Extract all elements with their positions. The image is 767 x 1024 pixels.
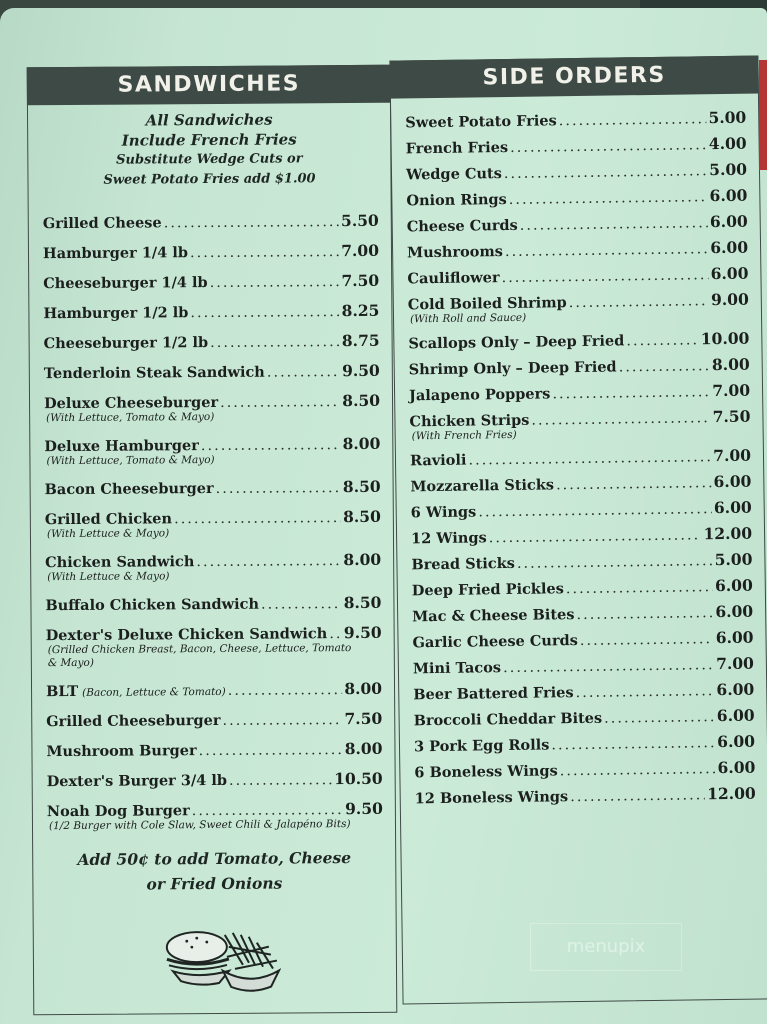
menu-item-row [415, 784, 756, 808]
side-order-item [407, 238, 748, 262]
menu-item-row [47, 769, 383, 790]
side-order-item [415, 784, 756, 808]
side-orders-panel [389, 55, 767, 1004]
item-name: Onion Rings [406, 190, 507, 210]
menu-item-row [44, 391, 380, 412]
item-price: 6.00 [714, 575, 753, 596]
item-price: 6.00 [713, 471, 752, 492]
dot-leader [501, 267, 708, 286]
menu-item-row [412, 576, 753, 600]
item-price: 7.50 [341, 270, 380, 291]
item-name: 12 Wings [410, 529, 487, 548]
side-order-item [414, 758, 755, 782]
dot-leader [228, 682, 343, 699]
sandwich-item [43, 271, 379, 292]
item-name: Bacon Cheeseburger [44, 479, 214, 499]
side-order-item [410, 472, 751, 496]
watermark: menupix [530, 923, 682, 971]
item-name: Noah Dog Burger [46, 802, 190, 821]
item-name: Cold Boiled Shrimp [407, 294, 567, 314]
dot-leader [619, 358, 711, 375]
item-price: 8.00 [343, 549, 382, 570]
menu-item-row [45, 477, 381, 498]
item-name: Sweet Potato Fries [405, 112, 557, 132]
item-price: 6.00 [710, 237, 749, 258]
menu-item-row [43, 271, 379, 292]
item-name: Grilled Cheeseburger [46, 711, 221, 731]
item-price: 6.00 [717, 731, 756, 752]
dot-leader [520, 215, 708, 234]
item-name: Mushroom Burger [46, 742, 197, 761]
menu-item-row [411, 550, 752, 574]
item-price: 8.00 [342, 433, 381, 454]
item-name: Cheese Curds [406, 216, 518, 236]
dot-leader [468, 449, 711, 468]
item-price: 7.00 [715, 653, 755, 674]
item-price: 12.00 [703, 523, 753, 544]
menu-item-row [414, 706, 755, 730]
add-ons-note [33, 845, 395, 898]
item-price: 9.00 [710, 289, 749, 310]
item-price: 5.00 [708, 107, 747, 128]
dot-leader [517, 553, 713, 572]
item-price: 7.50 [712, 406, 751, 427]
dot-leader [229, 772, 332, 789]
side-order-item [407, 264, 748, 288]
item-note: (With Lettuce & Mayo) [46, 527, 170, 541]
item-price: 7.00 [713, 445, 752, 466]
item-price: 6.00 [716, 679, 755, 700]
menu-item-row [44, 331, 380, 352]
dot-leader [510, 137, 707, 156]
side-orders-list [391, 107, 767, 807]
item-name: Garlic Cheese Curds [412, 632, 578, 652]
item-name: Broccoli Cheddar Bites [413, 709, 603, 730]
menu-item-row [407, 238, 748, 262]
dot-leader [551, 735, 715, 753]
item-price: 8.25 [341, 300, 380, 321]
item-price: 6.00 [717, 757, 756, 778]
sandwich-item [45, 550, 381, 584]
sandwich-item [46, 623, 382, 670]
item-price: 6.00 [709, 185, 748, 206]
item-name: Cheeseburger 1/2 lb [43, 334, 209, 353]
menu-item-row [43, 241, 379, 262]
dot-leader [190, 244, 339, 261]
menu-item-row [411, 524, 752, 548]
menu-item-row [46, 623, 382, 644]
menu-item-row [45, 550, 381, 571]
dot-leader [267, 364, 340, 381]
side-order-item [411, 498, 752, 522]
item-note: (1/2 Burger with Cole Slaw, Sweet Chili & Jalapéno Bits) [48, 818, 351, 833]
intro-line: Include French Fries [121, 130, 297, 150]
item-name: Bread Sticks [411, 554, 516, 574]
menu-item-row [413, 654, 754, 678]
menu-item-row [43, 301, 379, 322]
sandwich-item [45, 507, 381, 541]
dot-leader [190, 304, 339, 321]
item-price: 12.00 [707, 783, 756, 804]
item-name: 6 Boneless Wings [414, 762, 558, 782]
menu-item-row [45, 593, 381, 614]
sandwich-item [43, 301, 379, 322]
item-name: Shrimp Only – Deep Fried [408, 358, 617, 379]
dot-leader [626, 332, 699, 349]
side-order-item [406, 186, 747, 210]
side-order-item [406, 134, 747, 158]
intro-line: All Sandwiches [145, 110, 273, 130]
menu-item-row [44, 361, 380, 382]
menu-item-row [412, 602, 753, 626]
dot-leader [192, 802, 344, 819]
sandwich-item [45, 593, 381, 614]
item-name: Cauliflower [407, 269, 500, 288]
item-price: 6.00 [715, 601, 754, 622]
menu-item-row [413, 680, 754, 704]
item-price: 9.50 [343, 622, 382, 643]
item-price: 8.50 [342, 390, 381, 411]
item-note: (With Roll and Sauce) [409, 311, 527, 326]
item-price: 7.00 [341, 240, 380, 261]
side-order-item [414, 732, 755, 756]
menu-item-row [46, 709, 382, 730]
side-order-item [409, 381, 750, 405]
side-order-item [413, 680, 754, 704]
dot-leader [569, 293, 710, 311]
menu-item-row [411, 498, 752, 522]
item-price: 8.75 [341, 330, 380, 351]
dot-leader [509, 189, 708, 208]
menu-item-row [410, 472, 751, 496]
item-name: Grilled Chicken [44, 510, 173, 529]
item-price: 6.00 [709, 211, 748, 232]
side-order-item [412, 602, 753, 626]
add-ons-line: Add 50¢ to add Tomato, Cheese [77, 848, 352, 869]
item-price: 8.50 [343, 592, 382, 613]
item-name: Chicken Sandwich [45, 553, 195, 572]
item-price: 5.00 [709, 159, 748, 180]
item-price: 8.00 [344, 738, 383, 759]
item-name: Mozzarella Sticks [410, 476, 555, 496]
dot-leader [174, 510, 341, 527]
item-note: (With Lettuce, Tomato & Mayo) [46, 410, 215, 425]
item-name: Dexter's Deluxe Chicken Sandwich [45, 625, 328, 645]
dot-leader [604, 709, 715, 727]
item-note: (With French Fries) [411, 428, 517, 443]
item-name: Hamburger 1/4 lb [42, 244, 189, 263]
dot-leader [566, 579, 713, 597]
item-price: 5.00 [714, 549, 753, 570]
item-price: 6.00 [713, 497, 752, 518]
dot-leader [216, 480, 341, 497]
dot-leader [505, 241, 709, 260]
dot-leader [196, 553, 341, 570]
item-name: Mac & Cheese Bites [412, 606, 575, 626]
item-name: Beer Battered Fries [413, 684, 574, 704]
item-note: (With Lettuce & Mayo) [47, 570, 170, 584]
dot-leader [210, 334, 340, 351]
sandwich-item [46, 739, 382, 760]
menu-item-row [46, 679, 382, 700]
dot-leader [220, 394, 340, 411]
side-order-item [407, 212, 748, 236]
side-order-item [413, 654, 754, 678]
item-name: Deluxe Hamburger [44, 437, 199, 456]
item-name: 3 Pork Egg Rolls [413, 736, 550, 756]
sandwiches-header: SANDWICHES [27, 65, 391, 106]
menu-item-row [414, 758, 755, 782]
item-name: Tenderloin Steak Sandwich [43, 363, 265, 383]
side-order-item [409, 355, 750, 379]
item-name: BLT [45, 682, 79, 701]
dot-leader [489, 527, 702, 546]
side-order-item [406, 160, 747, 184]
background-edge [759, 60, 767, 170]
item-name: Grilled Cheese [42, 214, 162, 233]
item-name: Deluxe Cheeseburger [43, 393, 219, 413]
menu-item-row [412, 628, 753, 652]
sandwich-item [43, 211, 379, 232]
dot-leader [199, 742, 343, 759]
menu-item-row [407, 212, 748, 236]
dot-leader [504, 163, 708, 182]
sandwich-item [44, 361, 380, 382]
menu-item-row [408, 329, 749, 353]
item-price: 10.50 [334, 768, 383, 789]
sandwich-item [47, 799, 383, 833]
side-order-item [408, 329, 749, 353]
item-name: French Fries [405, 138, 509, 158]
dot-leader [560, 761, 716, 779]
dot-leader [164, 214, 339, 231]
menu-item-row [409, 355, 750, 379]
item-name: Hamburger 1/2 lb [43, 304, 189, 323]
side-order-item [410, 446, 751, 470]
item-price: 10.00 [700, 328, 750, 349]
sandwich-item [47, 769, 383, 790]
item-note: (With Lettuce, Tomato & Mayo) [46, 453, 215, 468]
item-name: Chicken Strips [409, 411, 530, 431]
item-note: (Grilled Chicken Breast, Bacon, Cheese, Lettuce, Tomato & Mayo) [47, 642, 352, 670]
side-order-item [412, 576, 753, 600]
sandwiches-intro [28, 109, 391, 192]
item-name: Mini Tacos [412, 659, 502, 678]
sandwich-item [44, 391, 380, 425]
dot-leader [575, 683, 714, 701]
item-price: 9.50 [345, 798, 383, 819]
sandwich-item [43, 241, 379, 262]
sandwich-item [44, 331, 380, 352]
dot-leader [261, 596, 342, 613]
item-price: 8.00 [711, 354, 750, 375]
burger-and-fries-illustration [159, 925, 281, 996]
side-order-item [408, 290, 749, 327]
item-price: 8.50 [343, 506, 381, 527]
item-name: Scallops Only – Deep Fried [408, 332, 625, 353]
item-name: Cheeseburger 1/4 lb [43, 274, 208, 293]
item-price: 5.50 [340, 210, 379, 231]
item-name: Deep Fried Pickles [411, 580, 564, 600]
sandwich-item [46, 709, 382, 730]
side-orders-header: SIDE ORDERS [389, 55, 758, 98]
menu-item-row [406, 186, 747, 210]
menu-item-row [43, 211, 379, 232]
menu-item-row [409, 381, 750, 405]
item-price: 6.00 [716, 705, 755, 726]
sandwich-item [45, 477, 381, 498]
dot-leader [531, 410, 711, 429]
item-price: 7.50 [344, 708, 383, 729]
dot-leader [576, 605, 713, 623]
menu-item-row [47, 799, 383, 820]
item-name: 12 Boneless Wings [414, 788, 569, 808]
item-price: 6.00 [710, 263, 749, 284]
item-price: 7.00 [712, 380, 751, 401]
side-order-item [411, 524, 752, 548]
menu-item-row [406, 134, 747, 158]
sandwich-item [46, 679, 382, 700]
dot-leader [570, 787, 705, 805]
sandwich-list [29, 211, 395, 834]
dot-leader [478, 501, 712, 520]
menu-item-row [46, 739, 382, 760]
side-order-item [411, 550, 752, 574]
menu-item-row [406, 160, 747, 184]
item-name: 6 Wings [410, 503, 477, 522]
item-inline-note: (Bacon, Lettuce & Tomato) [82, 685, 226, 699]
dot-leader [552, 384, 710, 402]
menu-item-row [405, 108, 746, 132]
item-name: Wedge Cuts [405, 165, 502, 184]
menu-item-row [407, 264, 748, 288]
item-price: 8.50 [342, 476, 381, 497]
add-ons-line: or Fried Onions [146, 873, 283, 894]
item-price: 6.00 [715, 627, 754, 648]
dot-leader [210, 274, 340, 291]
dot-leader [201, 437, 341, 454]
item-price: 8.00 [344, 678, 383, 699]
item-name: Buffalo Chicken Sandwich [45, 595, 260, 615]
dot-leader [329, 626, 342, 642]
menu-item-row [45, 507, 381, 528]
sandwich-item [44, 434, 380, 468]
item-name: Jalapeno Poppers [408, 385, 551, 405]
item-price: 9.50 [341, 360, 380, 381]
menu-item-row [44, 434, 380, 455]
item-name: Mushrooms [406, 243, 504, 262]
item-price: 4.00 [708, 133, 747, 154]
menu-item-row [410, 446, 751, 470]
intro-line: Substitute Wedge Cuts or [116, 151, 303, 168]
dot-leader [556, 475, 712, 493]
item-name: Dexter's Burger 3/4 lb [46, 771, 228, 791]
side-order-item [409, 407, 750, 444]
dot-leader [222, 712, 342, 729]
dot-leader [503, 657, 714, 676]
menu-item-row [414, 732, 755, 756]
menu-page [0, 8, 767, 1024]
item-name: Ravioli [409, 451, 467, 470]
side-order-item [412, 628, 753, 652]
side-order-item [405, 108, 746, 132]
sandwiches-panel [27, 65, 398, 1016]
intro-line: Sweet Potato Fries add $1.00 [103, 171, 316, 188]
side-order-item [414, 706, 755, 730]
dot-leader [559, 111, 707, 129]
dot-leader [580, 631, 714, 649]
